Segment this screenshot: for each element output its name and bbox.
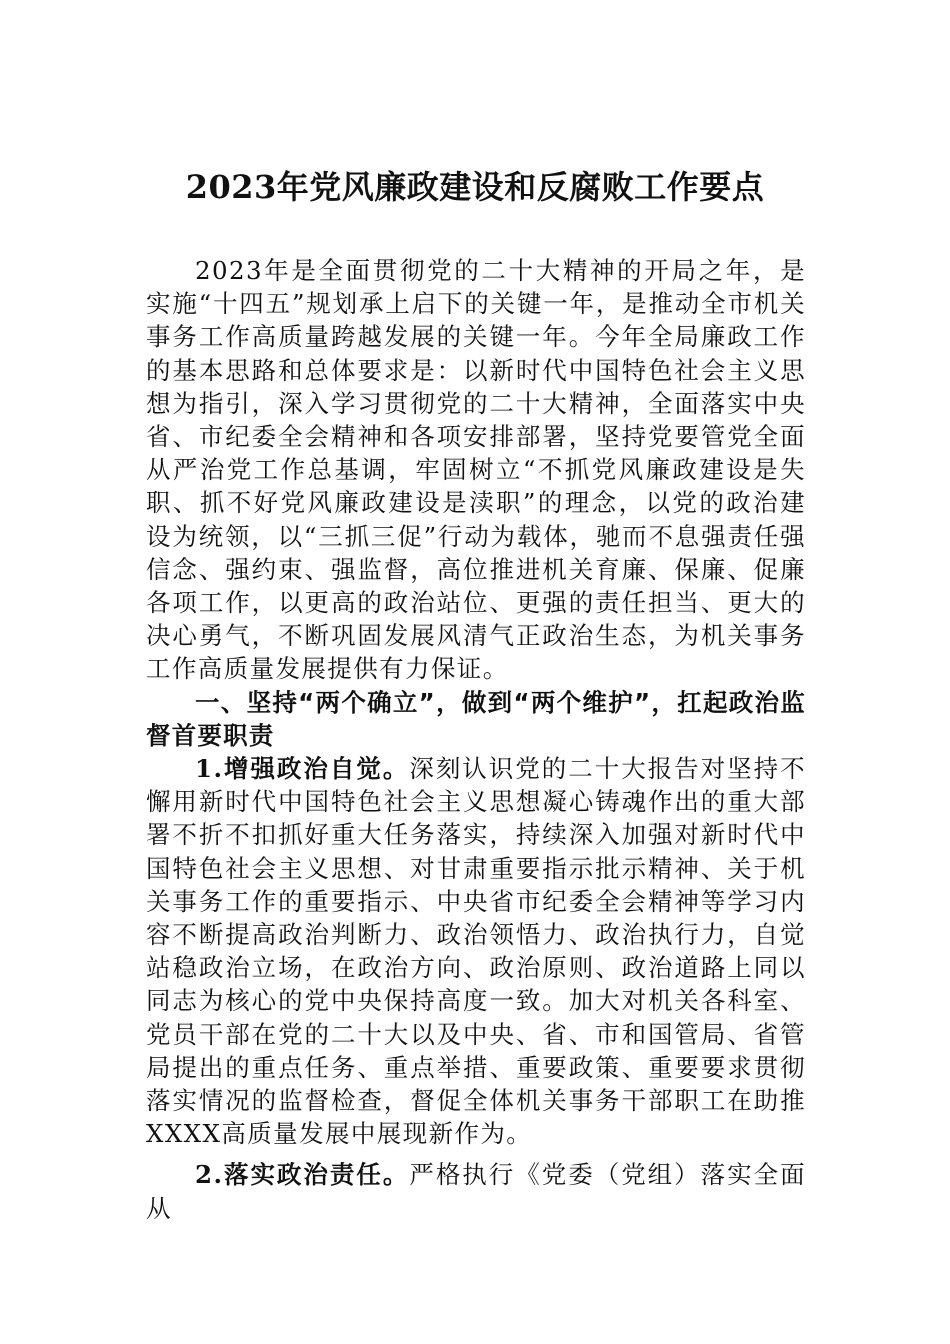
item-1-lead: 1.增强政治自觉。 bbox=[195, 754, 410, 784]
item-2-paragraph bbox=[146, 1158, 806, 1224]
item-2-lead: 2.落实政治责任。 bbox=[195, 1160, 410, 1190]
item-1-text: 深刻认识党的二十大报告对坚持不懈用新时代中国特色社会主义思想凝心铸魂作出的重大部署不折不扣抓好重大任务落实，持续深入加强对新时代中国特色社会主义思想、对甘肃重要指示批示精神、关于机关事务工作的重要指示、中央省市纪委全会精神等学习内容不断提高政治判断力、政治领悟力、政治执行力，自觉站稳政治立场，在政治方向、政治原则、政治道路上同以同志为核心的党中央保持高度一致。加大对机关各科室、党员干部在党的二十大以及中央、省、市和国管局、省管局提出的重点任务、重点举措、重要政策、重要要求贯彻落实情况的监督检查，督促全体机关事务干部职工在助推XXXX高质量发展中展现新作为。 bbox=[146, 754, 806, 1149]
item-2-text: 严格执行《党委（党组）落实全面从 bbox=[146, 1160, 806, 1223]
document-body bbox=[146, 254, 806, 1225]
intro-paragraph: 2023年是全面贯彻党的二十大精神的开局之年，是实施“十四五”规划承上启下的关键一年，是推动全市机关事务工作高质量跨越发展的关键一年。今年全局廉政工作的基本思路和总体要求是：以新时代中国特色社会主义思想为指引，深入学习贯彻党的二十大精神，全面落实中央省、市纪委全会精神和各项安排部署，坚持党要管党全面从严治党工作总基调，牢固树立“不抓党风廉政建设是失职、抓不好党风廉政建设是渎职”的理念，以党的政治建设为统领，以“三抓三促”行动为载体，驰而不息强责任强信念、强约束、强监督，高位推进机关育廉、保廉、促廉各项工作，以更高的政治站位、更强的责任担当、更大的决心勇气，不断巩固发展风清气正政治生态，为机关事务工作高质量发展提供有力保证。 bbox=[146, 256, 806, 684]
item-1-paragraph bbox=[146, 752, 806, 1150]
document-title: 2023年党风廉政建设和反腐败工作要点 bbox=[185, 168, 765, 206]
section-heading-1: 一、坚持“两个确立”，做到“两个维护”，扛起政治监督首要职责 bbox=[146, 687, 806, 750]
